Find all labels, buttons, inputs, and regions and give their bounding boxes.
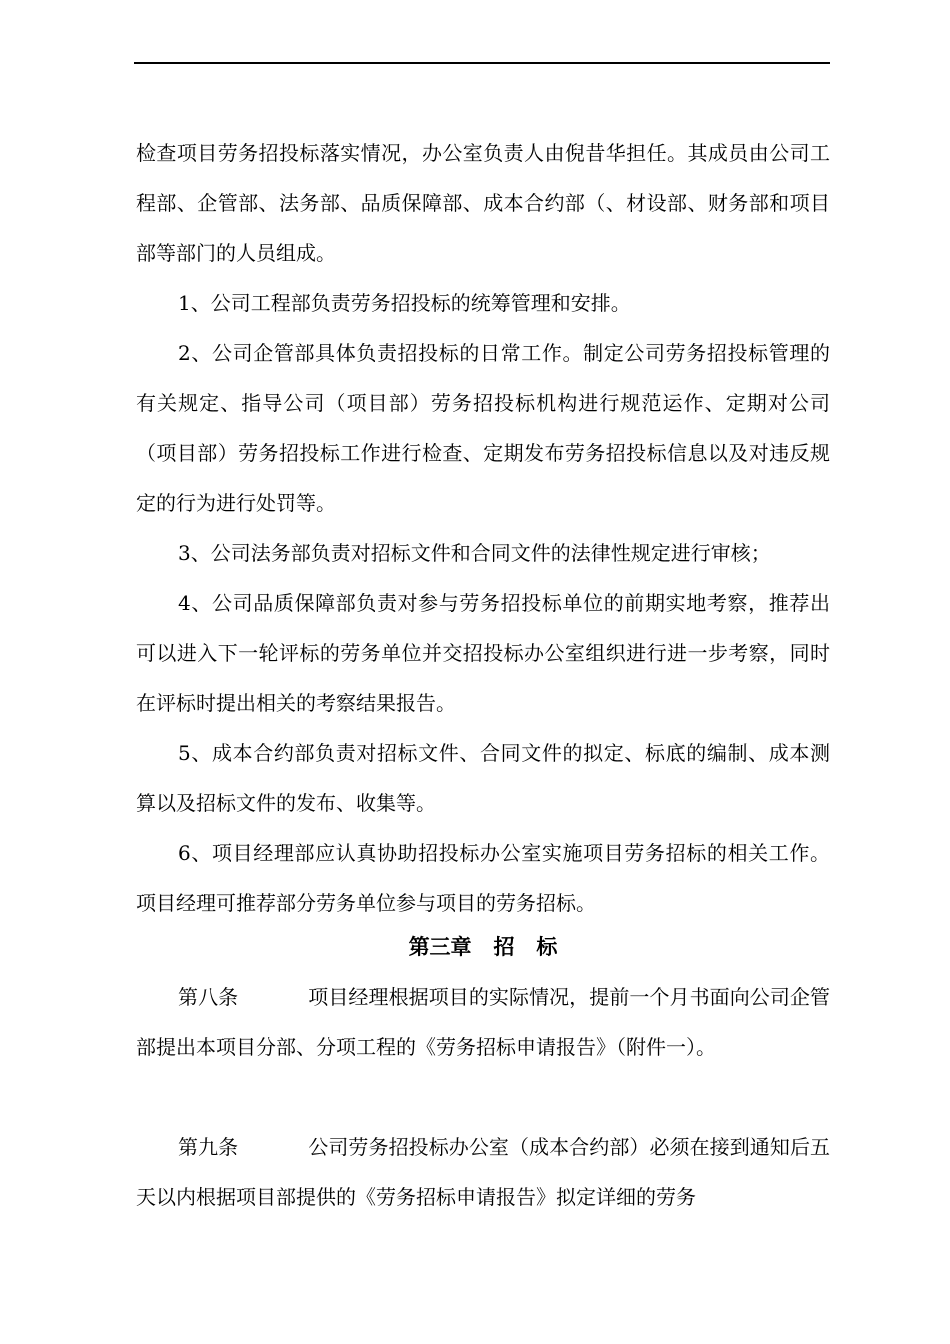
- paragraph-item-1: 1、公司工程部负责劳务招投标的统筹管理和安排。: [178, 291, 631, 315]
- paragraph-item-6: 6、项目经理部应认真协助招投标办公室实施项目劳务招标的相关工作。项目经理可推荐部分劳务单位参与项目的劳务招标。: [136, 841, 830, 915]
- article-8-label: 第八条: [178, 985, 239, 1009]
- header-rule: [134, 62, 830, 64]
- article-9: [136, 1122, 830, 1222]
- paragraph-item-2: 2、公司企管部具体负责招投标的日常工作。制定公司劳务招投标管理的有关规定、指导公司（项目部）劳务招投标机构进行规范运作、定期对公司（项目部）劳务招投标工作进行检查、定期发布劳务招投标信息以及对违反规定的行为进行处罚等。: [136, 341, 830, 515]
- article-9-label: 第九条: [178, 1135, 239, 1159]
- paragraph-item-4: 4、公司品质保障部负责对参与劳务招投标单位的前期实地考察，推荐出可以进入下一轮评标的劳务单位并交招投标办公室组织进行进一步考察，同时在评标时提出相关的考察结果报告。: [136, 591, 830, 715]
- article-8: [136, 972, 830, 1072]
- paragraph-item-5: 5、成本合约部负责对招标文件、合同文件的拟定、标底的编制、成本测算以及招标文件的发布、收集等。: [136, 741, 830, 815]
- paragraph-intro: 检查项目劳务招投标落实情况，办公室负责人由倪昔华担任。其成员由公司工程部、企管部、法务部、品质保障部、成本合约部（、材设部、财务部和项目部等部门的人员组成。: [136, 141, 830, 265]
- article-8-text: 项目经理根据项目的实际情况，提前一个月书面向公司企管部提出本项目分部、分项工程的《劳务招标申请报告》（附件一）。: [136, 985, 831, 1059]
- article-9-text: 公司劳务招投标办公室（成本合约部）必须在接到通知后五天以内根据项目部提供的《劳务招标申请报告》拟定详细的劳务: [136, 1135, 831, 1209]
- paragraph-item-3: 3、公司法务部负责对招标文件和合同文件的法律性规定进行审核；: [178, 541, 771, 565]
- chapter-title: 第三章 招 标: [408, 934, 558, 959]
